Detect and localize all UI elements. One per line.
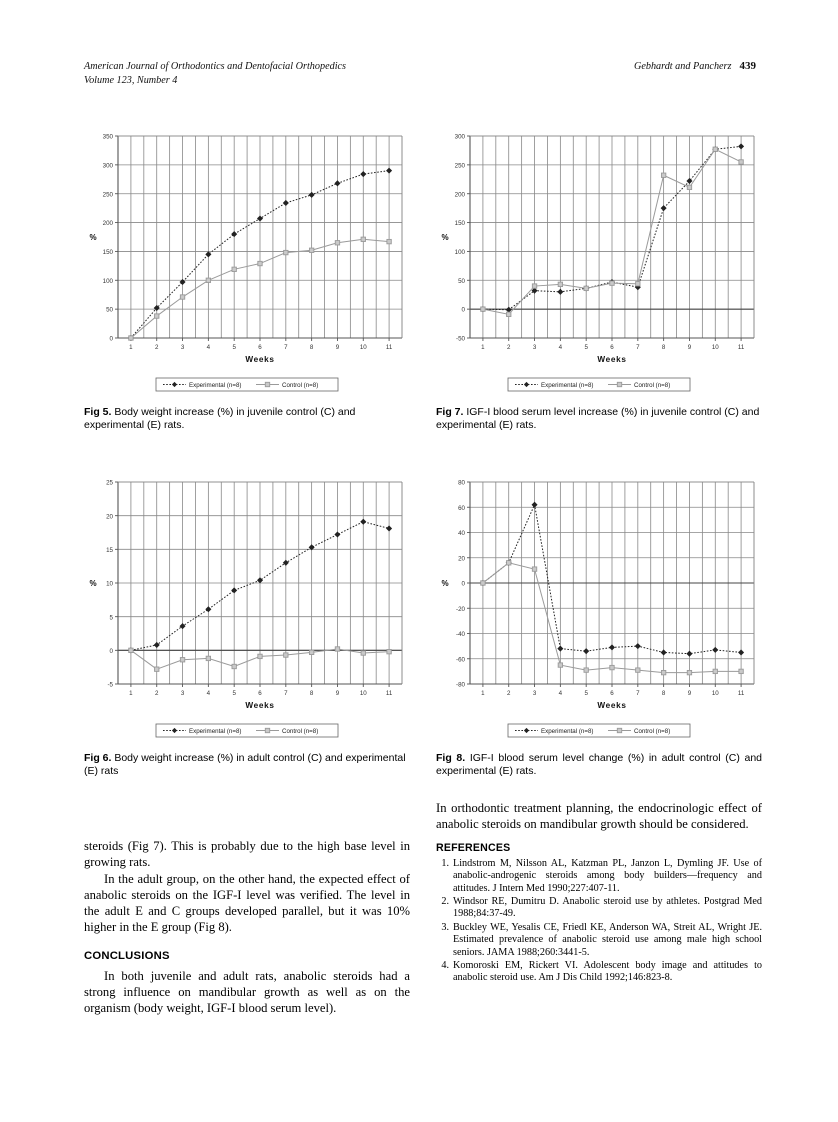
data-point-marker — [284, 653, 288, 657]
x-axis-ticks — [481, 684, 745, 697]
y-tick-label: 100 — [102, 277, 113, 285]
data-point-marker — [361, 651, 365, 655]
x-tick-label: 3 — [532, 690, 537, 697]
y-axis-ticks — [456, 480, 470, 689]
y-tick-label: -60 — [456, 656, 465, 664]
reference-item — [436, 858, 762, 896]
data-point-marker — [636, 668, 640, 672]
x-tick-label: 11 — [385, 690, 393, 697]
y-tick-label: -20 — [456, 605, 465, 613]
legend-marker-control — [265, 382, 269, 386]
data-point-marker — [661, 670, 665, 674]
y-tick-label: 100 — [454, 249, 465, 257]
chart-svg-fig7 — [436, 126, 762, 394]
legend-label-control: Control (n=8) — [634, 727, 671, 735]
figure-fig7 — [436, 126, 762, 432]
legend-label-experimental: Experimental (n=8) — [189, 381, 242, 389]
legend-label-experimental: Experimental (n=8) — [541, 727, 594, 735]
x-tick-label: 10 — [711, 344, 719, 351]
reference-text: Komoroski EM, Rickert VI. Adolescent body image and attitudes to anabolic steroid use. Am J Dis Child 1992;146:823-8. — [453, 959, 762, 984]
reference-number: 3. — [441, 921, 449, 933]
x-axis-label: Weeks — [597, 701, 627, 710]
data-point-marker — [180, 295, 184, 299]
figure-label-fig6: Fig 6. — [84, 752, 112, 764]
paragraph-adult-group: In the adult group, on the other hand, the expected effect of anabolic steroids on the IGF-I level was verified. The level in the adult E and C groups developed parallel, but it was 10% higher in the E group (Fig 8). — [84, 871, 410, 935]
x-tick-label: 5 — [584, 344, 588, 351]
chart-legend — [156, 724, 338, 737]
x-tick-label: 7 — [636, 690, 640, 697]
y-axis-ticks — [106, 480, 118, 689]
data-point-marker — [584, 668, 588, 672]
chart-svg-fig5 — [84, 126, 410, 394]
references-list — [436, 858, 762, 985]
reference-number: 2. — [441, 895, 449, 907]
data-point-marker — [661, 173, 665, 177]
x-tick-label: 4 — [206, 344, 211, 351]
reference-item — [436, 922, 762, 960]
legend-label-control: Control (n=8) — [634, 381, 671, 389]
figure-caption-text-fig6: Body weight increase (%) in adult control (C) and experimental (E) rats — [84, 752, 406, 778]
x-tick-label: 5 — [232, 690, 236, 697]
chart-legend — [156, 378, 338, 391]
data-point-marker — [284, 250, 288, 254]
authors-name: Gebhardt and Pancherz — [633, 61, 732, 72]
y-tick-label: 0 — [109, 647, 113, 655]
y-axis-label: % — [89, 579, 97, 588]
data-point-marker — [309, 650, 313, 654]
volume-issue: Volume 123, Number 4 — [84, 74, 178, 86]
x-axis-ticks — [129, 338, 393, 351]
x-tick-label: 1 — [129, 344, 133, 351]
x-tick-label: 6 — [610, 344, 614, 351]
reference-text: Windsor RE, Dumitru D. Anabolic steroid use by athletes. Postgrad Med 1988;84:37-49. — [453, 895, 762, 920]
figure-label-fig5: Fig 5. — [84, 406, 112, 418]
x-tick-label: 8 — [661, 690, 666, 697]
x-axis-ticks — [129, 684, 393, 697]
y-tick-label: 250 — [454, 162, 465, 170]
y-tick-label: 20 — [458, 555, 465, 563]
x-tick-label: 4 — [558, 344, 563, 351]
data-point-marker — [610, 281, 614, 285]
chart-fig5 — [84, 126, 410, 394]
y-tick-label: 350 — [102, 133, 113, 141]
data-point-marker — [129, 336, 133, 340]
figure-fig5 — [84, 126, 410, 432]
figure-fig8 — [436, 472, 762, 778]
data-point-marker — [129, 648, 133, 652]
y-tick-label: 300 — [454, 133, 465, 141]
x-tick-label: 2 — [507, 344, 511, 351]
x-tick-label: 11 — [737, 344, 745, 351]
legend-label-control: Control (n=8) — [282, 727, 319, 735]
y-tick-label: 80 — [458, 479, 465, 487]
x-tick-label: 9 — [335, 690, 340, 697]
data-point-marker — [713, 147, 717, 151]
figure-label-fig7: Fig 7. — [436, 406, 464, 418]
y-tick-label: 0 — [461, 306, 465, 314]
data-point-marker — [739, 160, 743, 164]
reference-item — [436, 896, 762, 921]
chart-legend — [508, 724, 690, 737]
running-head — [84, 60, 756, 87]
journal-name: American Journal of Orthodontics and Dentofacial Orthopedics — [84, 61, 347, 72]
reference-number: 1. — [441, 857, 449, 869]
legend-label-experimental: Experimental (n=8) — [541, 381, 594, 389]
data-point-marker — [258, 654, 262, 658]
data-point-marker — [584, 286, 588, 290]
y-tick-label: -50 — [456, 335, 465, 343]
data-point-marker — [206, 278, 210, 282]
y-tick-label: -40 — [456, 631, 465, 639]
data-point-marker — [507, 312, 511, 316]
legend-marker-control — [617, 382, 621, 386]
figure-label-fig8: Fig 8. — [436, 752, 466, 764]
x-tick-label: 5 — [584, 690, 588, 697]
y-tick-label: 20 — [106, 513, 113, 521]
x-tick-label: 3 — [180, 690, 185, 697]
y-tick-label: 150 — [102, 249, 113, 257]
y-tick-label: 0 — [109, 335, 113, 343]
y-tick-label: -5 — [107, 681, 113, 689]
paragraph-steroids: steroids (Fig 7). This is probably due to the high base level in growing rats. — [84, 839, 410, 870]
data-point-marker — [481, 581, 485, 585]
x-tick-label: 5 — [232, 344, 236, 351]
chart-legend — [508, 378, 690, 391]
data-point-marker — [335, 647, 339, 651]
x-axis-ticks — [481, 338, 745, 351]
data-point-marker — [155, 667, 159, 671]
y-tick-label: 40 — [458, 530, 465, 538]
x-tick-label: 10 — [359, 690, 367, 697]
figure-fig6 — [84, 472, 410, 778]
data-point-marker — [155, 314, 159, 318]
y-tick-label: 200 — [102, 220, 113, 228]
data-point-marker — [610, 665, 614, 669]
x-tick-label: 6 — [258, 344, 262, 351]
x-axis-label: Weeks — [597, 355, 627, 364]
x-tick-label: 7 — [284, 690, 288, 697]
figure-caption-text-fig5: Body weight increase (%) in juvenile control (C) and experimental (E) rats. — [84, 406, 356, 432]
data-point-marker — [636, 282, 640, 286]
x-tick-label: 1 — [481, 690, 485, 697]
section-heading-references: REFERENCES — [436, 841, 511, 854]
y-tick-label: 15 — [106, 546, 113, 554]
data-point-marker — [387, 649, 391, 653]
data-point-marker — [713, 669, 717, 673]
data-point-marker — [387, 239, 391, 243]
x-tick-label: 2 — [155, 690, 159, 697]
x-tick-label: 10 — [711, 690, 719, 697]
y-axis-ticks — [103, 134, 118, 343]
x-tick-label: 9 — [687, 344, 692, 351]
y-axis-ticks — [455, 134, 470, 343]
figure-caption-fig7 — [436, 406, 762, 432]
x-tick-label: 4 — [206, 690, 211, 697]
data-point-marker — [532, 567, 536, 571]
data-point-marker — [558, 663, 562, 667]
y-tick-label: 25 — [106, 479, 113, 487]
y-tick-label: 0 — [461, 580, 465, 588]
y-tick-label: 250 — [102, 191, 113, 199]
y-tick-label: 150 — [454, 220, 465, 228]
x-axis-label: Weeks — [245, 701, 275, 710]
y-axis-label: % — [89, 233, 97, 242]
data-point-marker — [309, 248, 313, 252]
data-point-marker — [687, 185, 691, 189]
x-tick-label: 11 — [737, 690, 745, 697]
x-tick-label: 6 — [258, 690, 262, 697]
data-point-marker — [558, 282, 562, 286]
data-point-marker — [739, 669, 743, 673]
figure-caption-text-fig7: IGF-I blood serum level increase (%) in juvenile control (C) and experimental (E) rats. — [436, 406, 760, 432]
y-tick-label: 10 — [106, 580, 113, 588]
figure-caption-fig6 — [84, 752, 410, 778]
running-head-right — [634, 60, 756, 74]
data-point-marker — [481, 307, 485, 311]
y-tick-label: 300 — [102, 162, 113, 170]
figure-caption-text-fig8: IGF-I blood serum level change (%) in adult control (C) and experimental (E) rats. — [436, 752, 763, 778]
reference-item — [436, 960, 762, 985]
legend-label-experimental: Experimental (n=8) — [189, 727, 242, 735]
y-axis-label: % — [441, 579, 449, 588]
reference-text: Buckley WE, Yesalis CE, Friedl KE, Anderson WA, Streit AL, Wright JE. Estimated prevalence of anabolic steroid use among male high school seniors. JAMA 1988;260:3441-5. — [453, 921, 762, 958]
right-column-body — [436, 800, 762, 986]
data-point-marker — [507, 561, 511, 565]
reference-number: 4. — [441, 959, 449, 971]
y-tick-label: 5 — [109, 614, 113, 622]
chart-svg-fig6 — [84, 472, 410, 740]
x-tick-label: 7 — [284, 344, 288, 351]
y-tick-label: 50 — [458, 277, 465, 285]
section-heading-conclusions: CONCLUSIONS — [84, 949, 170, 962]
x-tick-label: 7 — [636, 344, 640, 351]
y-tick-label: 60 — [458, 504, 465, 512]
y-axis-label: % — [441, 233, 449, 242]
x-tick-label: 3 — [180, 344, 185, 351]
data-point-marker — [206, 656, 210, 660]
chart-svg-fig8 — [436, 472, 762, 740]
x-tick-label: 9 — [335, 344, 340, 351]
x-tick-label: 11 — [385, 344, 393, 351]
data-point-marker — [232, 664, 236, 668]
data-point-marker — [258, 261, 262, 265]
running-head-left — [84, 60, 346, 87]
x-tick-label: 8 — [309, 344, 314, 351]
page-number: 439 — [739, 60, 756, 72]
legend-marker-control — [617, 728, 621, 732]
x-tick-label: 10 — [359, 344, 367, 351]
data-point-marker — [180, 658, 184, 662]
data-point-marker — [532, 284, 536, 288]
data-point-marker — [361, 237, 365, 241]
y-tick-label: 50 — [106, 306, 113, 314]
x-tick-label: 1 — [129, 690, 133, 697]
left-column-body — [84, 838, 410, 1017]
chart-fig6 — [84, 472, 410, 740]
y-tick-label: 200 — [454, 191, 465, 199]
data-point-marker — [335, 241, 339, 245]
paragraph-conclusions: In both juvenile and adult rats, anabolic steroids had a strong influence on mandibular growth as well as on the organism (body weight, IGF-I blood serum level). — [84, 968, 410, 1016]
y-tick-label: -80 — [456, 681, 465, 689]
chart-fig8 — [436, 472, 762, 740]
figure-caption-fig5 — [84, 406, 410, 432]
x-tick-label: 9 — [687, 690, 692, 697]
legend-label-control: Control (n=8) — [282, 381, 319, 389]
chart-fig7 — [436, 126, 762, 394]
x-tick-label: 2 — [155, 344, 159, 351]
figure-caption-fig8 — [436, 752, 762, 778]
x-axis-label: Weeks — [245, 355, 275, 364]
x-tick-label: 1 — [481, 344, 485, 351]
x-tick-label: 8 — [309, 690, 314, 697]
paragraph-orthodontic-planning: In orthodontic treatment planning, the endocrinologic effect of anabolic steroids on mandibular growth should be considered. — [436, 801, 762, 832]
x-tick-label: 4 — [558, 690, 563, 697]
x-tick-label: 2 — [507, 690, 511, 697]
reference-text: Lindstrom M, Nilsson AL, Katzman PL, Janzon L, Dymling JF. Use of anabolic-androgenic steroids among body builders—frequency and attitudes. J Intern Med 1990;227:407-11. — [453, 857, 762, 894]
legend-marker-control — [265, 728, 269, 732]
data-point-marker — [232, 267, 236, 271]
data-point-marker — [687, 670, 691, 674]
x-tick-label: 8 — [661, 344, 666, 351]
x-tick-label: 6 — [610, 690, 614, 697]
x-tick-label: 3 — [532, 344, 537, 351]
